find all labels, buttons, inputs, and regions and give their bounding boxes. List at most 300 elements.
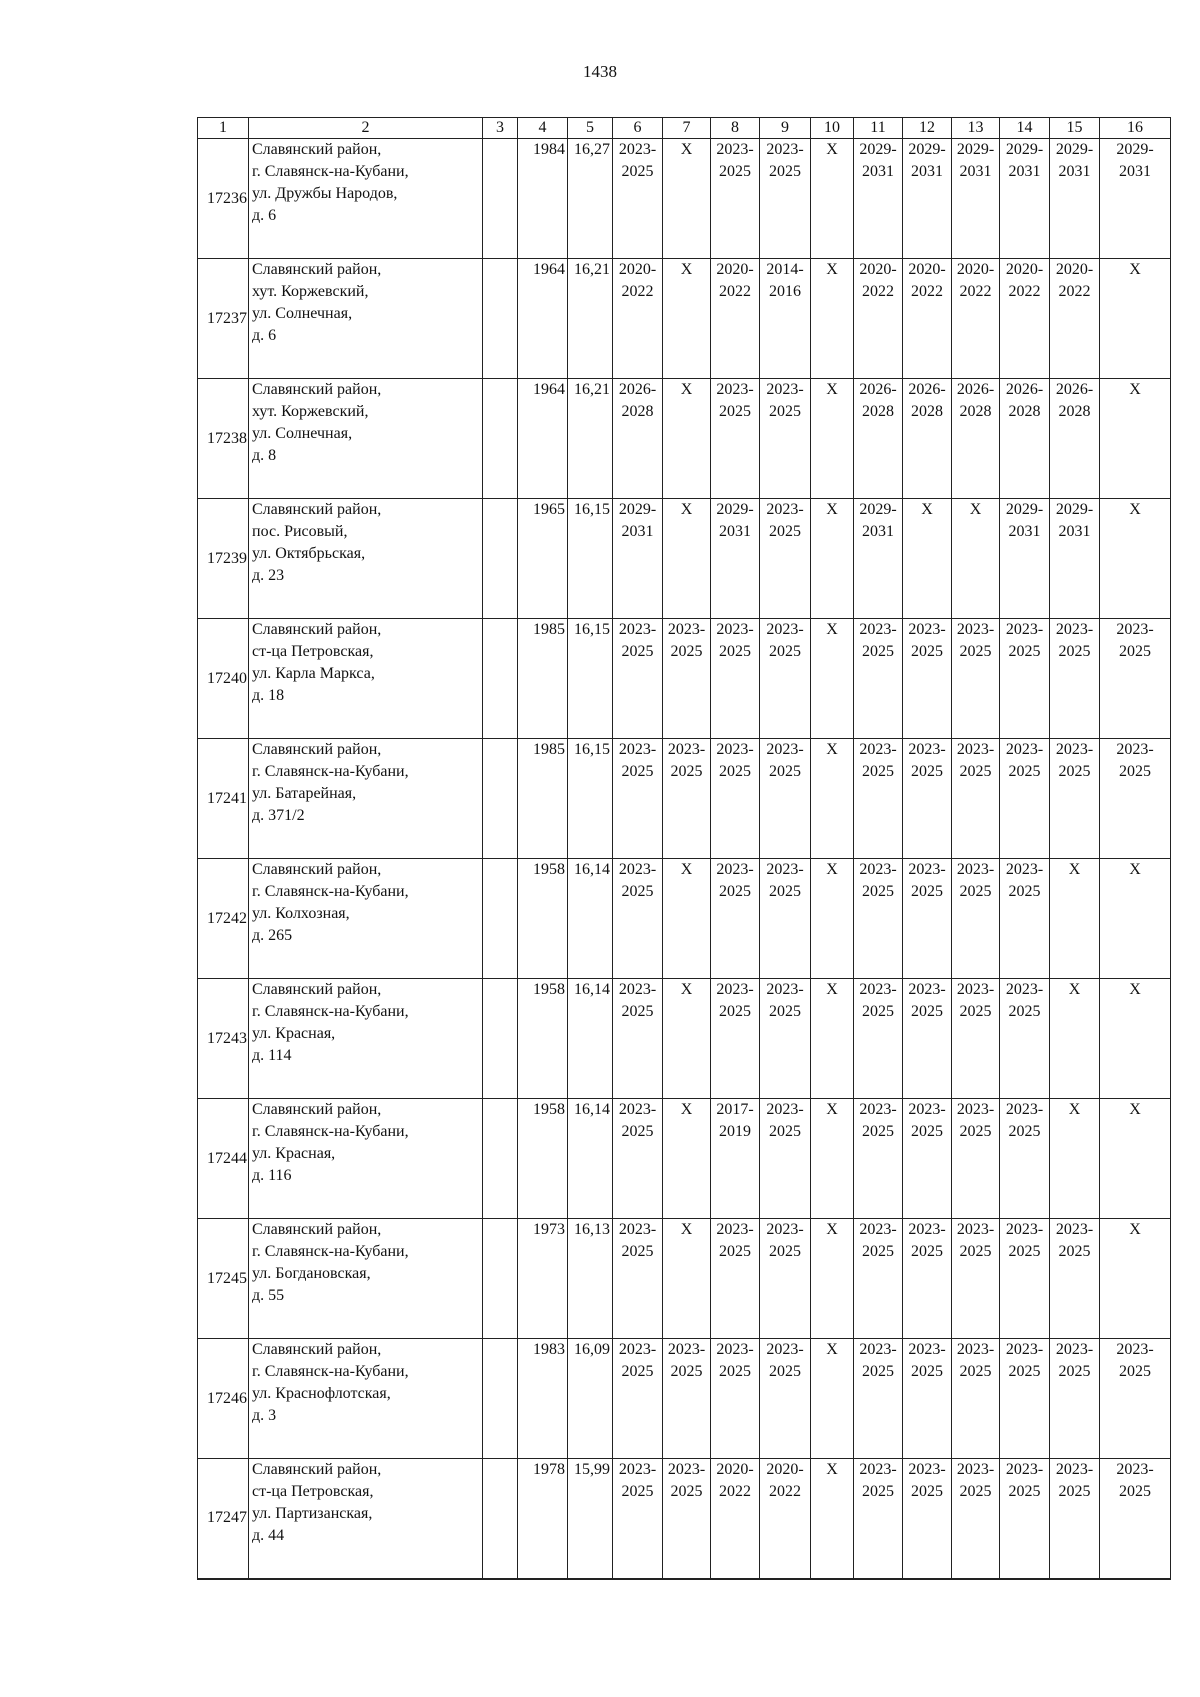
period-line: 2022 (862, 283, 894, 300)
period-line: 2025 (911, 1483, 943, 1500)
period-line: X (826, 1221, 838, 1238)
period-line: 2028 (1058, 403, 1091, 420)
address-line: д. 18 (252, 687, 285, 704)
table-row (198, 859, 1171, 979)
period-cell-col-15 (1050, 499, 1100, 619)
column-header-12: 12 (903, 118, 952, 139)
period-line: 2025 (769, 1123, 801, 1140)
period-line: X (826, 1341, 838, 1358)
period-cell-col-15 (1050, 1219, 1100, 1339)
period-cell-col-7 (663, 1339, 711, 1459)
period-line: 2023- (908, 861, 946, 878)
period-line: 2025 (862, 1123, 894, 1140)
column-header-10: 10 (811, 118, 854, 139)
address-line: ул. Богдановская, (252, 1265, 371, 1282)
period-cell-col-15 (1050, 1339, 1100, 1459)
period-line: 2023- (1055, 741, 1094, 758)
period-line: 2025 (959, 883, 992, 900)
period-line: X (1129, 981, 1141, 998)
period-line: 2025 (769, 1243, 801, 1260)
address-cell (249, 1339, 483, 1459)
period-line: 2020- (716, 1461, 754, 1478)
period-line: 2023- (956, 1341, 995, 1358)
period-line: X (680, 861, 693, 878)
period-cell-col-12 (903, 499, 952, 619)
address-line: д. 116 (252, 1167, 292, 1184)
period-line: 2023- (956, 621, 995, 638)
period-line: 2014- (766, 261, 804, 278)
period-cell-col-14 (1000, 1459, 1050, 1579)
period-line: 2025 (621, 643, 654, 660)
period-line: 2025 (911, 883, 943, 900)
period-cell-col-8 (711, 1099, 760, 1219)
period-cell-col-10 (811, 619, 854, 739)
period-cell-col-6 (613, 1219, 663, 1339)
period-line: 2025 (959, 643, 992, 660)
address-line: ул. Октябрьская, (252, 545, 366, 562)
period-line: 2026- (859, 381, 897, 398)
period-line: 2020- (1005, 261, 1044, 278)
period-cell-col-6 (613, 1099, 663, 1219)
period-line: 2025 (1008, 1363, 1041, 1380)
column-header-6: 6 (613, 118, 663, 139)
period-line: X (680, 381, 693, 398)
period-line: 2025 (1058, 763, 1091, 780)
period-line: 2025 (621, 1003, 654, 1020)
address-line: г. Славянск-на-Кубани, (252, 763, 409, 780)
period-cell-col-8 (711, 259, 760, 379)
address-line: Славянский район, (252, 141, 382, 158)
address-line: г. Славянск-на-Кубани, (252, 1123, 409, 1140)
period-cell-col-14 (1000, 139, 1050, 259)
period-cell-col-12 (903, 859, 952, 979)
period-line: 2025 (959, 1243, 992, 1260)
period-cell-col-7 (663, 979, 711, 1099)
period-line: 2022 (769, 1483, 801, 1500)
period-line: 2023- (667, 741, 706, 758)
period-cell-col-13 (952, 1219, 1000, 1339)
period-line: 2028 (621, 403, 654, 420)
period-cell-col-9 (760, 1459, 811, 1579)
period-cell-col-9 (760, 1099, 811, 1219)
period-line: 2025 (1119, 1363, 1151, 1380)
period-line: 2028 (911, 403, 943, 420)
period-cell-col-9 (760, 1219, 811, 1339)
period-line: 2031 (1058, 523, 1091, 540)
year-built-cell: 1964 (518, 259, 568, 379)
value-cell: 16,21 (568, 379, 613, 499)
value-cell: 16,27 (568, 139, 613, 259)
period-cell-col-9 (760, 1339, 811, 1459)
address-line: ул. Солнечная, (252, 425, 353, 442)
period-cell-col-16 (1100, 499, 1171, 619)
period-cell-col-15 (1050, 259, 1100, 379)
period-cell-col-11 (854, 139, 903, 259)
period-cell-col-9 (760, 499, 811, 619)
period-line: 2023- (618, 1221, 657, 1238)
period-line: 2025 (719, 403, 751, 420)
period-cell-col-9 (760, 259, 811, 379)
period-cell-col-6 (613, 1339, 663, 1459)
period-line: 2025 (862, 763, 894, 780)
period-line: 2023- (716, 381, 754, 398)
period-line: 2025 (670, 763, 703, 780)
column-3-cell (483, 619, 518, 739)
period-cell-col-11 (854, 379, 903, 499)
period-line: 2023- (1005, 861, 1044, 878)
period-line: 2025 (719, 163, 751, 180)
period-line: 2019 (719, 1123, 751, 1140)
period-line: 2025 (621, 883, 654, 900)
period-cell-col-6 (613, 619, 663, 739)
period-line: X (826, 621, 838, 638)
period-line: 2023- (618, 1341, 657, 1358)
period-cell-col-16 (1100, 739, 1171, 859)
period-cell-col-14 (1000, 499, 1050, 619)
period-line: 2025 (719, 763, 751, 780)
period-cell-col-12 (903, 1459, 952, 1579)
column-3-cell (483, 979, 518, 1099)
period-line: 2023- (618, 141, 657, 158)
period-line: 2023- (618, 981, 657, 998)
period-cell-col-6 (613, 139, 663, 259)
period-line: 2029- (716, 501, 754, 518)
address-line: ул. Батарейная, (252, 785, 357, 802)
period-line: X (826, 381, 838, 398)
address-line: Славянский район, (252, 501, 382, 518)
column-3-cell (483, 1219, 518, 1339)
period-line: 2023- (716, 1221, 754, 1238)
address-cell (249, 1099, 483, 1219)
address-line: д. 265 (252, 927, 293, 944)
period-line: 2023- (908, 1221, 946, 1238)
column-3-cell (483, 739, 518, 859)
table-row (198, 739, 1171, 859)
period-line: 2025 (1119, 763, 1151, 780)
period-line: 2025 (621, 1123, 654, 1140)
period-cell-col-9 (760, 979, 811, 1099)
address-line: Славянский район, (252, 261, 382, 278)
period-line: 2025 (1008, 883, 1041, 900)
period-cell-col-13 (952, 739, 1000, 859)
period-line: X (826, 981, 838, 998)
period-cell-col-10 (811, 1339, 854, 1459)
address-line: д. 44 (252, 1527, 285, 1544)
period-cell-col-13 (952, 619, 1000, 739)
period-line: 2031 (1008, 523, 1041, 540)
period-line: X (969, 501, 982, 518)
value-cell: 16,14 (568, 1099, 613, 1219)
period-line: 2023- (908, 1461, 946, 1478)
period-line: 2025 (719, 1363, 751, 1380)
period-line: 2025 (911, 1003, 943, 1020)
address-line: ул. Краснофлотская, (252, 1385, 391, 1402)
period-cell-col-16 (1100, 1099, 1171, 1219)
period-line: 2025 (911, 1363, 943, 1380)
period-cell-col-14 (1000, 619, 1050, 739)
period-line: 2025 (719, 1003, 751, 1020)
period-line: 2023- (908, 741, 946, 758)
period-cell-col-16 (1100, 619, 1171, 739)
period-cell-col-15 (1050, 859, 1100, 979)
period-line: 2023- (1055, 621, 1094, 638)
period-line: 2025 (769, 643, 801, 660)
period-line: 2029- (1005, 501, 1044, 518)
period-line: 2025 (1119, 1483, 1151, 1500)
period-line: X (1129, 501, 1141, 518)
column-header-15: 15 (1050, 118, 1100, 139)
value-cell: 15,99 (568, 1459, 613, 1579)
period-cell-col-14 (1000, 379, 1050, 499)
column-header-1: 1 (198, 118, 249, 139)
address-line: Славянский район, (252, 1221, 382, 1238)
period-line: 2023- (956, 1461, 995, 1478)
period-line: 2025 (1058, 1243, 1091, 1260)
period-line: 2020- (908, 261, 946, 278)
table-row (198, 1099, 1171, 1219)
period-line: 2025 (959, 763, 992, 780)
period-cell-col-13 (952, 1459, 1000, 1579)
period-line: X (1129, 1221, 1141, 1238)
period-cell-col-11 (854, 619, 903, 739)
period-line: 2023- (859, 1341, 897, 1358)
period-cell-col-13 (952, 499, 1000, 619)
address-line: д. 3 (252, 1407, 277, 1424)
period-line: 2023- (716, 741, 754, 758)
period-line: 2025 (621, 1243, 654, 1260)
year-built-cell: 1984 (518, 139, 568, 259)
period-line: 2023- (1116, 621, 1154, 638)
year-built-cell: 1983 (518, 1339, 568, 1459)
period-line: 2023- (618, 1101, 657, 1118)
period-cell-col-8 (711, 619, 760, 739)
period-line: 2022 (719, 1483, 751, 1500)
period-line: 2025 (1008, 643, 1041, 660)
period-line: 2023- (618, 621, 657, 638)
address-line: пос. Рисовый, (252, 523, 348, 540)
table-row (198, 259, 1171, 379)
address-cell (249, 139, 483, 259)
period-line: 2023- (618, 1461, 657, 1478)
period-cell-col-7 (663, 259, 711, 379)
period-line: 2023- (1005, 1341, 1044, 1358)
period-line: 2020- (716, 261, 754, 278)
period-line: 2023- (1005, 1221, 1044, 1238)
table-row (198, 139, 1171, 259)
period-cell-col-15 (1050, 379, 1100, 499)
value-cell: 16,15 (568, 499, 613, 619)
period-line: 2025 (621, 1363, 654, 1380)
period-cell-col-8 (711, 1339, 760, 1459)
period-cell-col-11 (854, 1219, 903, 1339)
period-line: 2029- (1005, 141, 1044, 158)
period-line: 2023- (1005, 621, 1044, 638)
period-line: 2023- (1116, 1461, 1154, 1478)
period-cell-col-10 (811, 739, 854, 859)
address-line: д. 55 (252, 1287, 285, 1304)
period-line: 2023- (859, 1221, 897, 1238)
period-line: 2026- (956, 381, 995, 398)
period-cell-col-8 (711, 859, 760, 979)
address-line: ул. Дружбы Народов, (252, 185, 398, 202)
period-line: 2025 (862, 1243, 894, 1260)
period-cell-col-12 (903, 259, 952, 379)
period-line: 2023- (859, 741, 897, 758)
address-line: г. Славянск-на-Кубани, (252, 163, 409, 180)
period-cell-col-6 (613, 499, 663, 619)
period-line: 2020- (956, 261, 995, 278)
address-line: хут. Коржевский, (252, 283, 369, 300)
period-cell-col-8 (711, 1459, 760, 1579)
period-line: X (680, 261, 693, 278)
column-header-13: 13 (952, 118, 1000, 139)
column-3-cell (483, 139, 518, 259)
table-row (198, 1219, 1171, 1339)
period-cell-col-12 (903, 619, 952, 739)
period-line: 2025 (670, 1363, 703, 1380)
period-line: 2025 (911, 1123, 943, 1140)
address-line: г. Славянск-на-Кубани, (252, 883, 409, 900)
period-line: 2023- (766, 1341, 804, 1358)
period-line: X (1129, 381, 1141, 398)
table-row (198, 1459, 1171, 1579)
period-line: 2016 (769, 283, 801, 300)
period-line: 2025 (1008, 1243, 1041, 1260)
column-header-8: 8 (711, 118, 760, 139)
address-line: хут. Коржевский, (252, 403, 369, 420)
row-number: 17241 (198, 739, 249, 859)
period-line: 2023- (956, 741, 995, 758)
period-cell-col-12 (903, 739, 952, 859)
period-cell-col-8 (711, 739, 760, 859)
period-line: 2023- (766, 741, 804, 758)
period-cell-col-12 (903, 1099, 952, 1219)
period-line: 2025 (911, 643, 943, 660)
period-line: X (680, 141, 693, 158)
period-line: 2025 (959, 1483, 992, 1500)
period-cell-col-7 (663, 859, 711, 979)
period-cell-col-13 (952, 979, 1000, 1099)
table-row (198, 379, 1171, 499)
address-cell (249, 619, 483, 739)
period-cell-col-15 (1050, 739, 1100, 859)
period-line: 2023- (766, 1101, 804, 1118)
period-line: 2023- (1055, 1221, 1094, 1238)
period-cell-col-8 (711, 379, 760, 499)
address-line: Славянский район, (252, 741, 382, 758)
period-line: X (826, 141, 838, 158)
period-line: 2022 (719, 283, 751, 300)
year-built-cell: 1958 (518, 979, 568, 1099)
period-cell-col-11 (854, 859, 903, 979)
row-number: 17239 (198, 499, 249, 619)
period-line: 2025 (911, 763, 943, 780)
period-cell-col-9 (760, 379, 811, 499)
period-line: 2031 (1119, 163, 1151, 180)
period-line: 2025 (959, 1003, 992, 1020)
column-header-4: 4 (518, 118, 568, 139)
row-number: 17242 (198, 859, 249, 979)
period-line: 2025 (959, 1363, 992, 1380)
period-cell-col-13 (952, 379, 1000, 499)
period-cell-col-7 (663, 379, 711, 499)
period-line: 2023- (1116, 741, 1154, 758)
period-line: 2029- (1055, 141, 1094, 158)
period-line: 2023- (1005, 741, 1044, 758)
period-line: 2023- (766, 141, 804, 158)
value-cell: 16,14 (568, 859, 613, 979)
period-line: 2020- (1055, 261, 1094, 278)
period-line: 2029- (618, 501, 657, 518)
period-line: X (1129, 861, 1141, 878)
period-line: 2023- (908, 981, 946, 998)
address-cell (249, 1459, 483, 1579)
period-cell-col-6 (613, 379, 663, 499)
period-line: 2025 (769, 1003, 801, 1020)
period-line: 2025 (769, 763, 801, 780)
year-built-cell: 1965 (518, 499, 568, 619)
column-3-cell (483, 499, 518, 619)
period-line: 2023- (766, 381, 804, 398)
year-built-cell: 1978 (518, 1459, 568, 1579)
period-line: 2025 (769, 523, 801, 540)
address-line: ул. Карла Маркса, (252, 665, 375, 682)
period-cell-col-14 (1000, 979, 1050, 1099)
page-number: 1438 (583, 62, 617, 81)
period-line: 2023- (716, 981, 754, 998)
period-line: X (1129, 1101, 1141, 1118)
period-line: 2025 (1008, 763, 1041, 780)
period-cell-col-10 (811, 1099, 854, 1219)
period-line: 2022 (959, 283, 992, 300)
period-cell-col-14 (1000, 739, 1050, 859)
period-line: 2025 (621, 163, 654, 180)
period-line: X (1068, 1101, 1081, 1118)
address-line: Славянский район, (252, 1341, 382, 1358)
period-line: 2023- (956, 1101, 995, 1118)
period-cell-col-14 (1000, 1099, 1050, 1219)
period-line: 2023- (766, 501, 804, 518)
period-cell-col-8 (711, 979, 760, 1099)
period-line: 2022 (1058, 283, 1091, 300)
period-line: 2020- (859, 261, 897, 278)
period-line: 2028 (862, 403, 894, 420)
period-line: 2023- (908, 1341, 946, 1358)
period-line: 2023- (908, 1101, 946, 1118)
period-line: 2025 (1058, 1483, 1091, 1500)
table-row (198, 979, 1171, 1099)
address-cell (249, 499, 483, 619)
period-line: 2025 (1058, 1363, 1091, 1380)
period-line: 2023- (1005, 1101, 1044, 1118)
period-line: 2025 (621, 1483, 654, 1500)
address-line: д. 371/2 (252, 807, 305, 824)
period-cell-col-7 (663, 499, 711, 619)
period-line: 2025 (1008, 1123, 1041, 1140)
period-line: 2025 (769, 1363, 801, 1380)
period-cell-col-9 (760, 739, 811, 859)
column-header-9: 9 (760, 118, 811, 139)
period-cell-col-13 (952, 139, 1000, 259)
address-cell (249, 979, 483, 1099)
period-cell-col-16 (1100, 1219, 1171, 1339)
period-line: 2023- (766, 861, 804, 878)
period-line: 2023- (618, 861, 657, 878)
period-cell-col-16 (1100, 979, 1171, 1099)
period-cell-col-10 (811, 1459, 854, 1579)
period-cell-col-7 (663, 1099, 711, 1219)
address-line: д. 6 (252, 207, 277, 224)
